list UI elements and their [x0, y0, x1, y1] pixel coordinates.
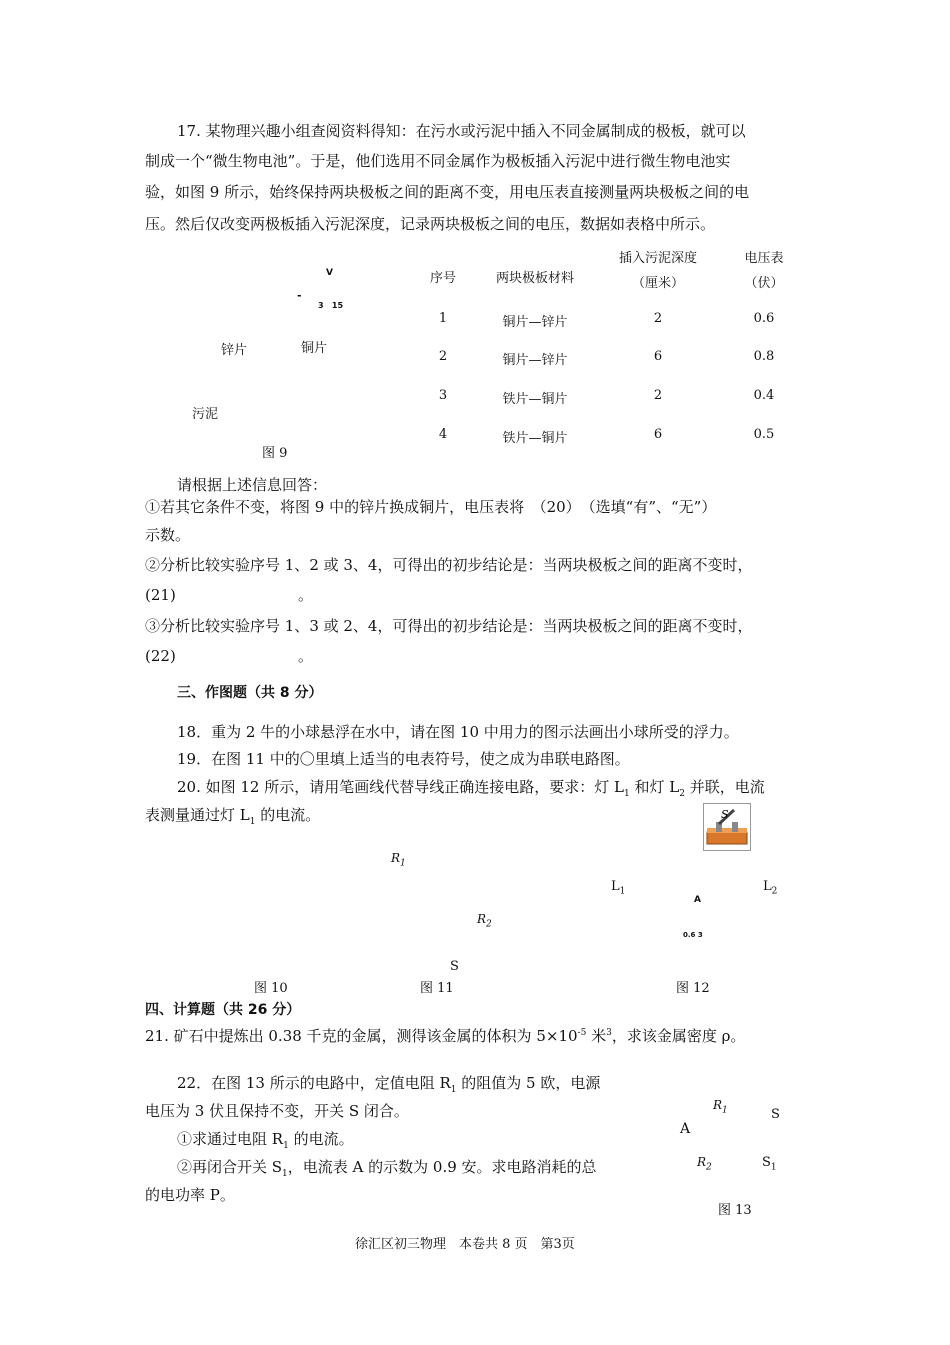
fig11-switch-label: S: [450, 959, 459, 974]
table-cell: 1: [438, 311, 448, 326]
fig9-copper-label: 铜片: [301, 341, 328, 356]
fig11-r1-label: $R_1$: [391, 851, 406, 869]
voltmeter-scale: 3 15: [318, 301, 344, 310]
fig12-caption: 图 12: [676, 981, 710, 996]
q17-line-2: 制成一个“微生物电池”。于是，他们选用不同金属作为极板插入污泥中进行微生物电池实: [145, 152, 731, 170]
q17-a2: ②分析比较实验序号 1、2 或 3、4，可得出的初步结论是：当两块极板之间的距离不变时，: [145, 556, 753, 574]
q22-line-2: 电压为 3 伏且保持不变，开关 S 闭合。: [145, 1102, 409, 1120]
table-header-voltage-unit: （伏）: [744, 276, 784, 291]
page-footer: 徐汇区初三物理 本卷共 8 页 第3页: [355, 1237, 575, 1252]
q22-line-5: 的电功率 P。: [145, 1186, 235, 1204]
table-header-depth: 插入污泥深度: [618, 251, 697, 266]
voltmeter-minus: -: [297, 289, 302, 302]
q17-a2-end: 。: [298, 586, 314, 604]
fig13-ammeter-label: A: [680, 1121, 691, 1137]
table-header-voltage: 电压表: [744, 251, 784, 266]
q17-line-3: 验，如图 9 所示，始终保持两块极板之间的距离不变，用电压表直接测量两块极板之间的电: [145, 183, 750, 201]
table-cell: 0.8: [753, 349, 775, 364]
fig9-zinc-label: 锌片: [221, 343, 248, 358]
q17-prompt: 请根据上述信息回答：: [177, 476, 328, 494]
section3-title: 三、作图题（共 8 分）: [177, 685, 323, 701]
voltmeter-letter: V: [326, 268, 333, 278]
q18: 18．重为 2 牛的小球悬浮在水中，请在图 10 中用力的图示法画出小球所受的浮力。: [177, 723, 739, 741]
table-cell: 2: [653, 388, 663, 403]
fig10-caption: 图 10: [254, 981, 288, 996]
fig12-l1-label: $L_1$: [611, 879, 626, 897]
q17-a1b: 示数。: [145, 526, 191, 544]
table-cell: 4: [438, 427, 448, 442]
q21: 21. 矿石中提炼出 0.38 千克的金属，测得该金属的体积为 $5\times 10^{-5}$ 米$^3$，求该金属密度 ρ。: [145, 1027, 746, 1045]
table-cell: 0.6: [753, 311, 775, 326]
q22-line-1: 22．在图 13 所示的电路中，定值电阻 $R_1$ 的阻值为 5 欧，电源: [177, 1074, 601, 1095]
q17-a3-end: 。: [298, 647, 314, 665]
fig11-r2-label: $R_2$: [477, 912, 492, 930]
q17-a3-blank: (22): [145, 647, 176, 665]
ammeter-scale: 0.6 3: [683, 931, 703, 939]
table-cell: 3: [438, 388, 448, 403]
fig13-r2-label: $R_2$: [697, 1155, 712, 1173]
q17-line-4: 压。然后仅改变两极板插入污泥深度，记录两块极板之间的电压，数据如表格中所示。: [145, 215, 716, 233]
fig13-caption: 图 13: [718, 1203, 752, 1218]
q17-a3: ③分析比较实验序号 1、3 或 2、4，可得出的初步结论是：当两块极板之间的距离不变时，: [145, 617, 753, 635]
ammeter-letter: A: [694, 895, 701, 905]
fig13-s1-label: $S_1$: [762, 1155, 777, 1173]
table-cell: 0.4: [753, 388, 775, 403]
q22-line-3: ①求通过电阻 $R_1$ 的电流。: [177, 1130, 354, 1151]
table-cell: 6: [653, 349, 663, 364]
table-cell: 铜片—锌片: [502, 315, 568, 330]
switch-letter: S: [721, 808, 729, 821]
q17-a2-blank: (21): [145, 586, 176, 604]
q17-line-1: 17. 某物理兴趣小组查阅资料得知：在污水或污泥中插入不同金属制成的极板，就可以: [177, 122, 746, 140]
table-cell: 0.5: [753, 427, 775, 442]
table-cell: 6: [653, 427, 663, 442]
table-cell: 2: [653, 311, 663, 326]
table-header-depth-unit: （厘米）: [631, 276, 684, 291]
table-cell: 2: [438, 349, 448, 364]
fig12-l2-label: $L_2$: [763, 879, 778, 897]
q20-line-2: 表测量通过灯 $L_1$ 的电流。: [145, 806, 321, 827]
table-header-index: 序号: [429, 271, 456, 286]
q19: 19．在图 11 中的〇里填上适当的电表符号，使之成为串联电路图。: [177, 750, 630, 768]
table-cell: 铁片—铜片: [502, 431, 568, 446]
q22-line-4: ②再闭合开关 $S_1$，电流表 A 的示数为 0.9 安。求电路消耗的总: [177, 1158, 597, 1179]
fig11-caption: 图 11: [420, 981, 454, 996]
switch-icon-graphic: [704, 804, 750, 850]
table-header-material: 两块极板材料: [495, 271, 574, 286]
fig13-r1-label: $R_1$: [713, 1098, 728, 1116]
fig13-s-label: S: [771, 1107, 780, 1122]
fig9-mud-label: 污泥: [192, 407, 219, 422]
q17-a1: ①若其它条件不变，将图 9 中的锌片换成铜片，电压表将 （20） （选填“有”、“无”）: [145, 498, 717, 516]
section4-title: 四、计算题（共 26 分）: [145, 1002, 301, 1018]
table-cell: 铜片—锌片: [502, 353, 568, 368]
switch-icon: [703, 803, 751, 851]
fig9-caption: 图 9: [262, 446, 288, 461]
table-cell: 铁片—铜片: [502, 392, 568, 407]
q20-line-1: 20. 如图 12 所示，请用笔画线代替导线正确连接电路，要求：灯 $L_1$ 和灯 $L_2$ 并联，电流: [177, 778, 765, 799]
